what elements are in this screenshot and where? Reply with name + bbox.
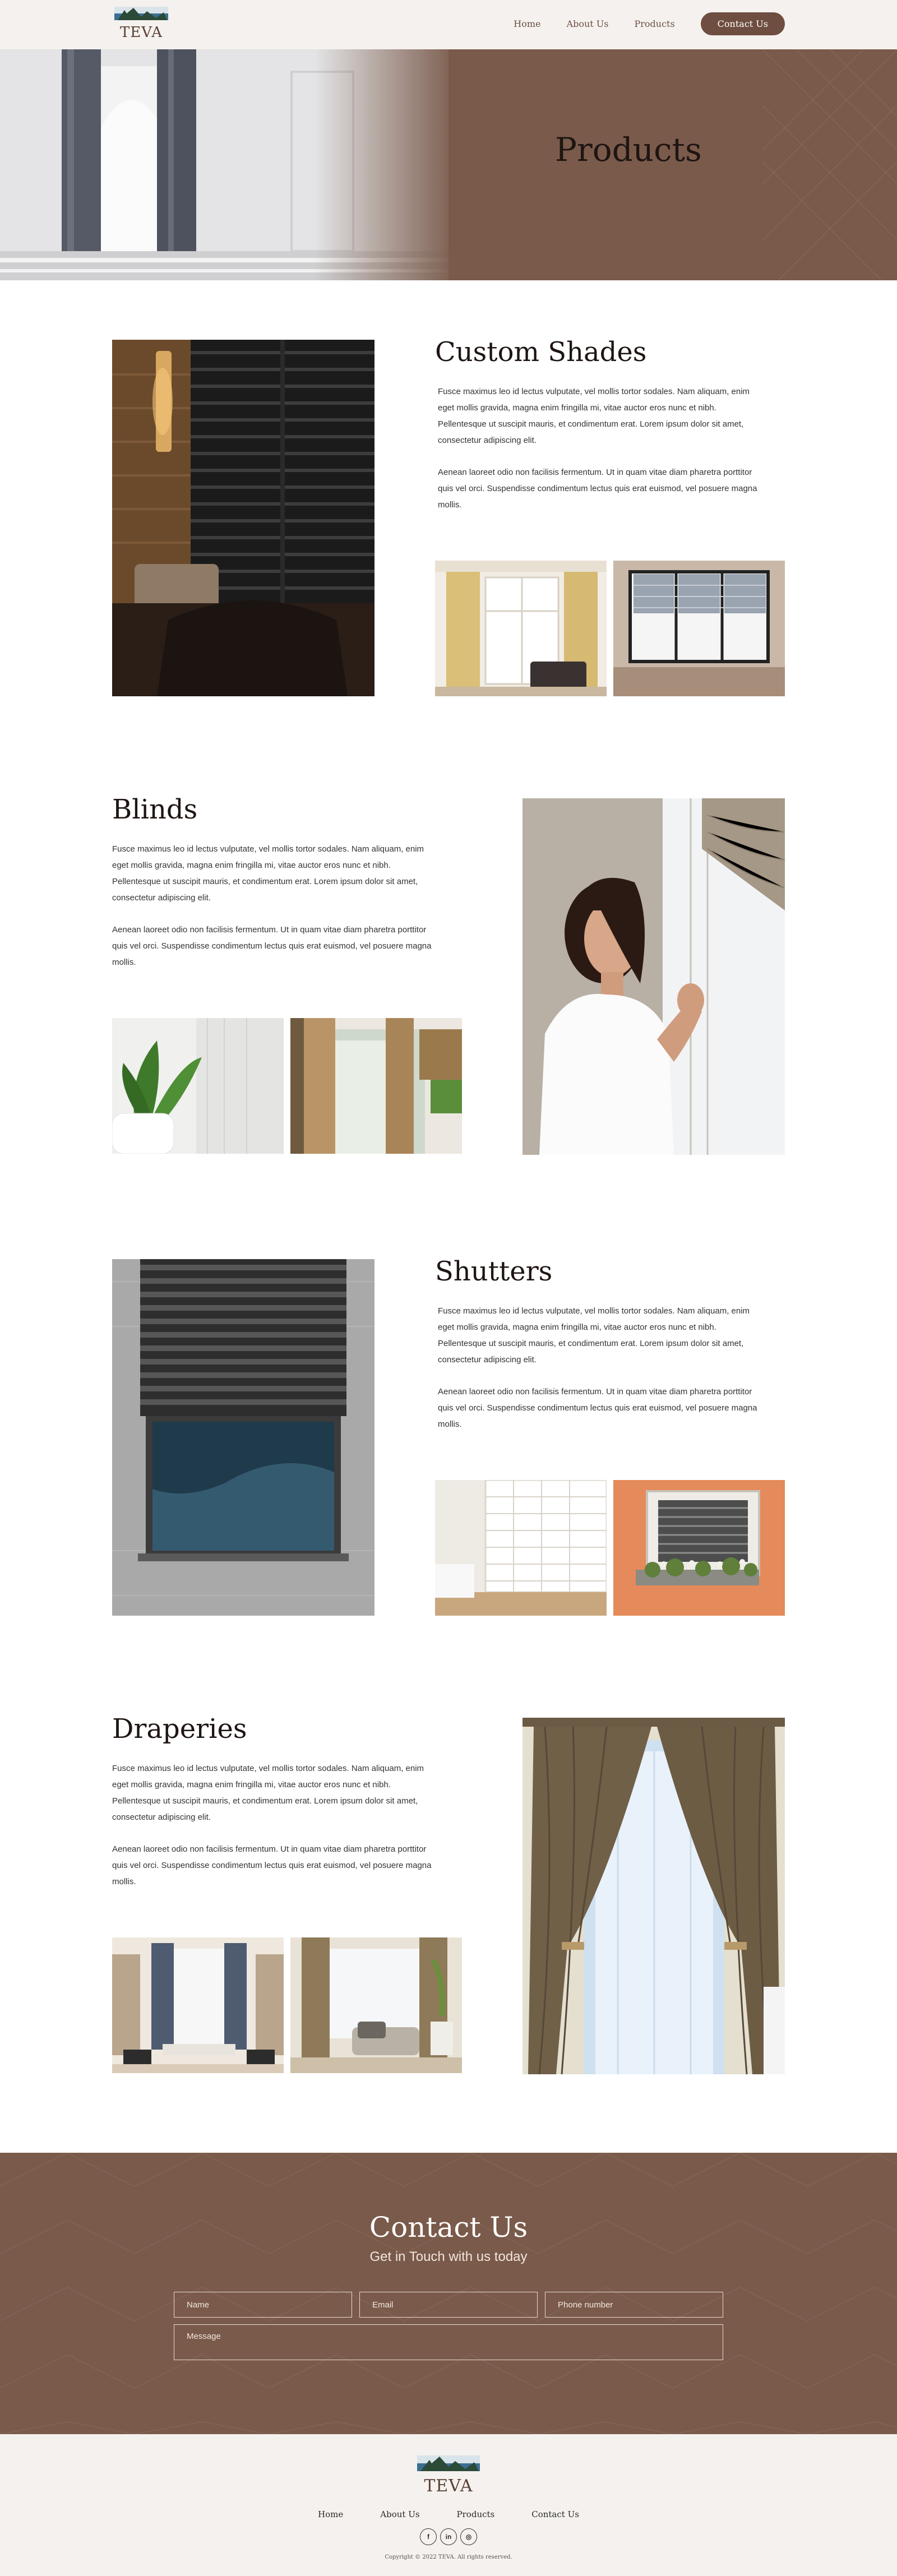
teva-logo[interactable] [112, 6, 170, 44]
email-field[interactable] [359, 2292, 538, 2318]
phone-field[interactable] [545, 2292, 723, 2318]
footer-teva-logo[interactable] [415, 2454, 482, 2499]
site-header [0, 0, 897, 49]
contact-title: Contact Us [369, 2211, 528, 2244]
blinds-title: Blinds [112, 794, 198, 825]
instagram-icon[interactable]: ◎ [460, 2528, 477, 2545]
shutters-thumb-1 [435, 1480, 607, 1616]
footer-products-link[interactable]: Products [456, 2509, 495, 2519]
custom-shades-title: Custom Shades [435, 336, 647, 368]
footer-about-link[interactable]: About Us [380, 2509, 420, 2519]
draperies-thumb-1 [112, 1937, 284, 2073]
draperies-description [112, 1760, 437, 1890]
product-draperies [0, 1659, 897, 2119]
draperies-thumb-2 [290, 1937, 462, 2073]
nav-home-link[interactable]: Home [514, 19, 541, 29]
nav-products-link[interactable]: Products [634, 19, 675, 29]
draperies-main-image [523, 1718, 785, 2074]
shutters-paragraph-2: Aenean laoreet odio non facilisis fermentum. Ut in quam vitae diam pharetra porttitor quis vel orci. Suspendisse condimentum lectus quis erat euismod, vel posuere magna mollis. [438, 1387, 757, 1429]
shutters-title: Shutters [435, 1256, 553, 1287]
linkedin-icon[interactable]: in [440, 2528, 457, 2545]
shutters-main-image [112, 1259, 374, 1616]
facebook-icon[interactable]: f [420, 2528, 437, 2545]
hero-gradient [314, 49, 460, 280]
blinds-thumb-1 [112, 1018, 284, 1154]
product-shutters [0, 1200, 897, 1659]
custom-shades-thumb-1 [435, 561, 607, 696]
contact-subtitle: Get in Touch with us today [369, 2249, 528, 2264]
blinds-description [112, 841, 437, 970]
logo-wordmark: TEVA [119, 24, 163, 41]
custom-shades-paragraph-2: Aenean laoreet odio non facilisis fermentum. Ut in quam vitae diam pharetra porttitor quis vel orci. Suspendisse condimentum lectus quis erat euismod, vel posuere magna mollis. [438, 468, 757, 510]
draperies-paragraph-1: Fusce maximus leo id lectus vulputate, vel mollis tortor sodales. Nam aliquam, enim eget mollis gravida, magna enim fringilla mi, vitae auctor eros nunc et nibh. Pellentesque ut suscipit mauris, et condimentum erat. Lorem ipsum dolor sit amet, consectetur adipiscing elit. [112, 1764, 424, 1822]
main-nav [514, 12, 785, 35]
name-field[interactable] [174, 2292, 352, 2318]
blinds-main-image [523, 798, 785, 1155]
copyright-text: Copyright © 2022 TEVA. All rights reserved. [385, 2554, 512, 2560]
custom-shades-paragraph-1: Fusce maximus leo id lectus vulputate, vel mollis tortor sodales. Nam aliquam, enim eget mollis gravida, magna enim fringilla mi, vitae auctor eros nunc et nibh. Pellentesque ut suscipit mauris, et condimentum erat. Lorem ipsum dolor sit amet, consectetur adipiscing elit. [438, 387, 750, 445]
custom-shades-thumb-2 [613, 561, 785, 696]
footer-nav [0, 2509, 897, 2519]
blinds-thumb-2 [290, 1018, 462, 1154]
blinds-paragraph-2: Aenean laoreet odio non facilisis fermentum. Ut in quam vitae diam pharetra porttitor quis vel orci. Suspendisse condimentum lectus quis erat euismod, vel posuere magna mollis. [112, 925, 432, 967]
footer-contact-link[interactable]: Contact Us [531, 2509, 579, 2519]
nav-contact-button[interactable]: Contact Us [701, 12, 785, 35]
nav-about-link[interactable]: About Us [566, 19, 609, 29]
message-field[interactable] [174, 2324, 723, 2360]
site-footer [0, 2434, 897, 2576]
custom-shades-main-image [112, 340, 374, 696]
custom-shades-description [438, 383, 763, 513]
contact-section [0, 2153, 897, 2434]
product-blinds [0, 740, 897, 1200]
shutters-description [438, 1303, 763, 1432]
shutters-paragraph-1: Fusce maximus leo id lectus vulputate, vel mollis tortor sodales. Nam aliquam, enim eget mollis gravida, magna enim fringilla mi, vitae auctor eros nunc et nibh. Pellentesque ut suscipit mauris, et condimentum erat. Lorem ipsum dolor sit amet, consectetur adipiscing elit. [438, 1306, 750, 1365]
shutters-thumb-2 [613, 1480, 785, 1616]
draperies-title: Draperies [112, 1713, 247, 1745]
hero-banner [0, 49, 897, 280]
footer-logo-wordmark: TEVA [424, 2476, 473, 2496]
footer-home-link[interactable]: Home [318, 2509, 344, 2519]
blinds-paragraph-1: Fusce maximus leo id lectus vulputate, vel mollis tortor sodales. Nam aliquam, enim eget mollis gravida, magna enim fringilla mi, vitae auctor eros nunc et nibh. Pellentesque ut suscipit mauris, et condimentum erat. Lorem ipsum dolor sit amet, consectetur adipiscing elit. [112, 844, 424, 903]
hero-title: Products [555, 131, 702, 169]
hero-pattern [762, 49, 897, 280]
product-custom-shades [0, 280, 897, 740]
social-links [0, 2528, 897, 2545]
draperies-paragraph-2: Aenean laoreet odio non facilisis fermentum. Ut in quam vitae diam pharetra porttitor quis vel orci. Suspendisse condimentum lectus quis erat euismod, vel posuere magna mollis. [112, 1844, 432, 1886]
